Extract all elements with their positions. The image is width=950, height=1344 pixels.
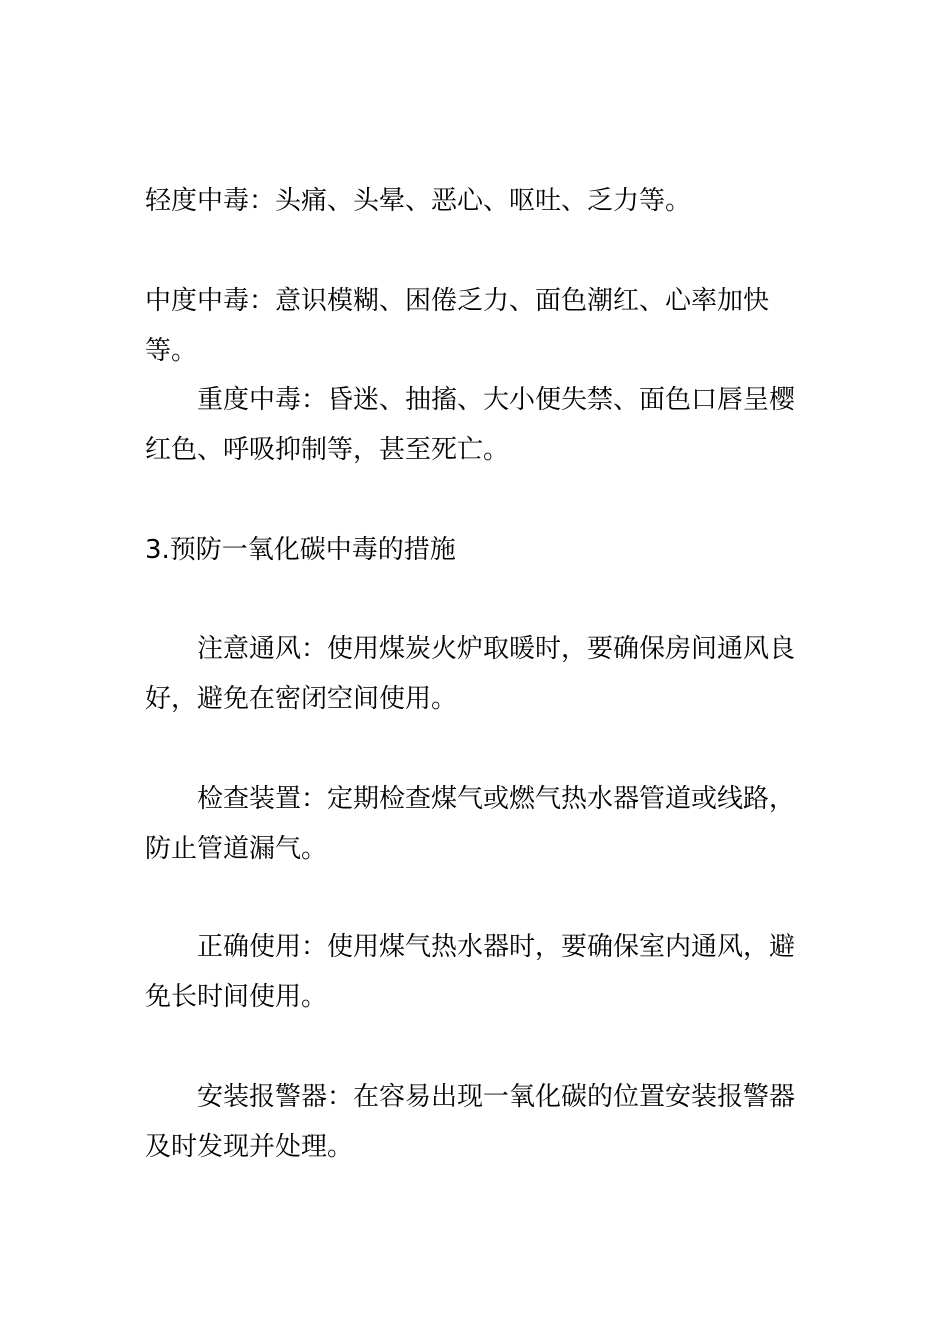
paragraph-mild-poisoning: 轻度中毒：头痛、头晕、恶心、呕吐、乏力等。 [145, 186, 692, 216]
paragraph-severe-poisoning: 重度中毒：昏迷、抽搐、大小便失禁、面色口唇呈樱红色、呼吸抑制等，甚至死亡。 [145, 385, 796, 465]
paragraph-check-devices: 检查装置：定期检查煤气或燃气热水器管道或线路，防止管道漏气。 [145, 784, 796, 864]
paragraph-correct-use: 正确使用：使用煤气热水器时，要确保室内通风，避免长时间使用。 [145, 932, 796, 1012]
paragraph-moderate-poisoning: 中度中毒：意识模糊、困倦乏力、面色潮红、心率加快等。 [145, 286, 770, 366]
section-heading-prevention: 3.预防一氧化碳中毒的措施 [145, 535, 456, 565]
paragraph-ventilation: 注意通风：使用煤炭火炉取暖时，要确保房间通风良好，避免在密闭空间使用。 [145, 634, 796, 714]
paragraph-install-alarm: 安装报警器：在容易出现一氧化碳的位置安装报警器及时发现并处理。 [145, 1082, 796, 1162]
